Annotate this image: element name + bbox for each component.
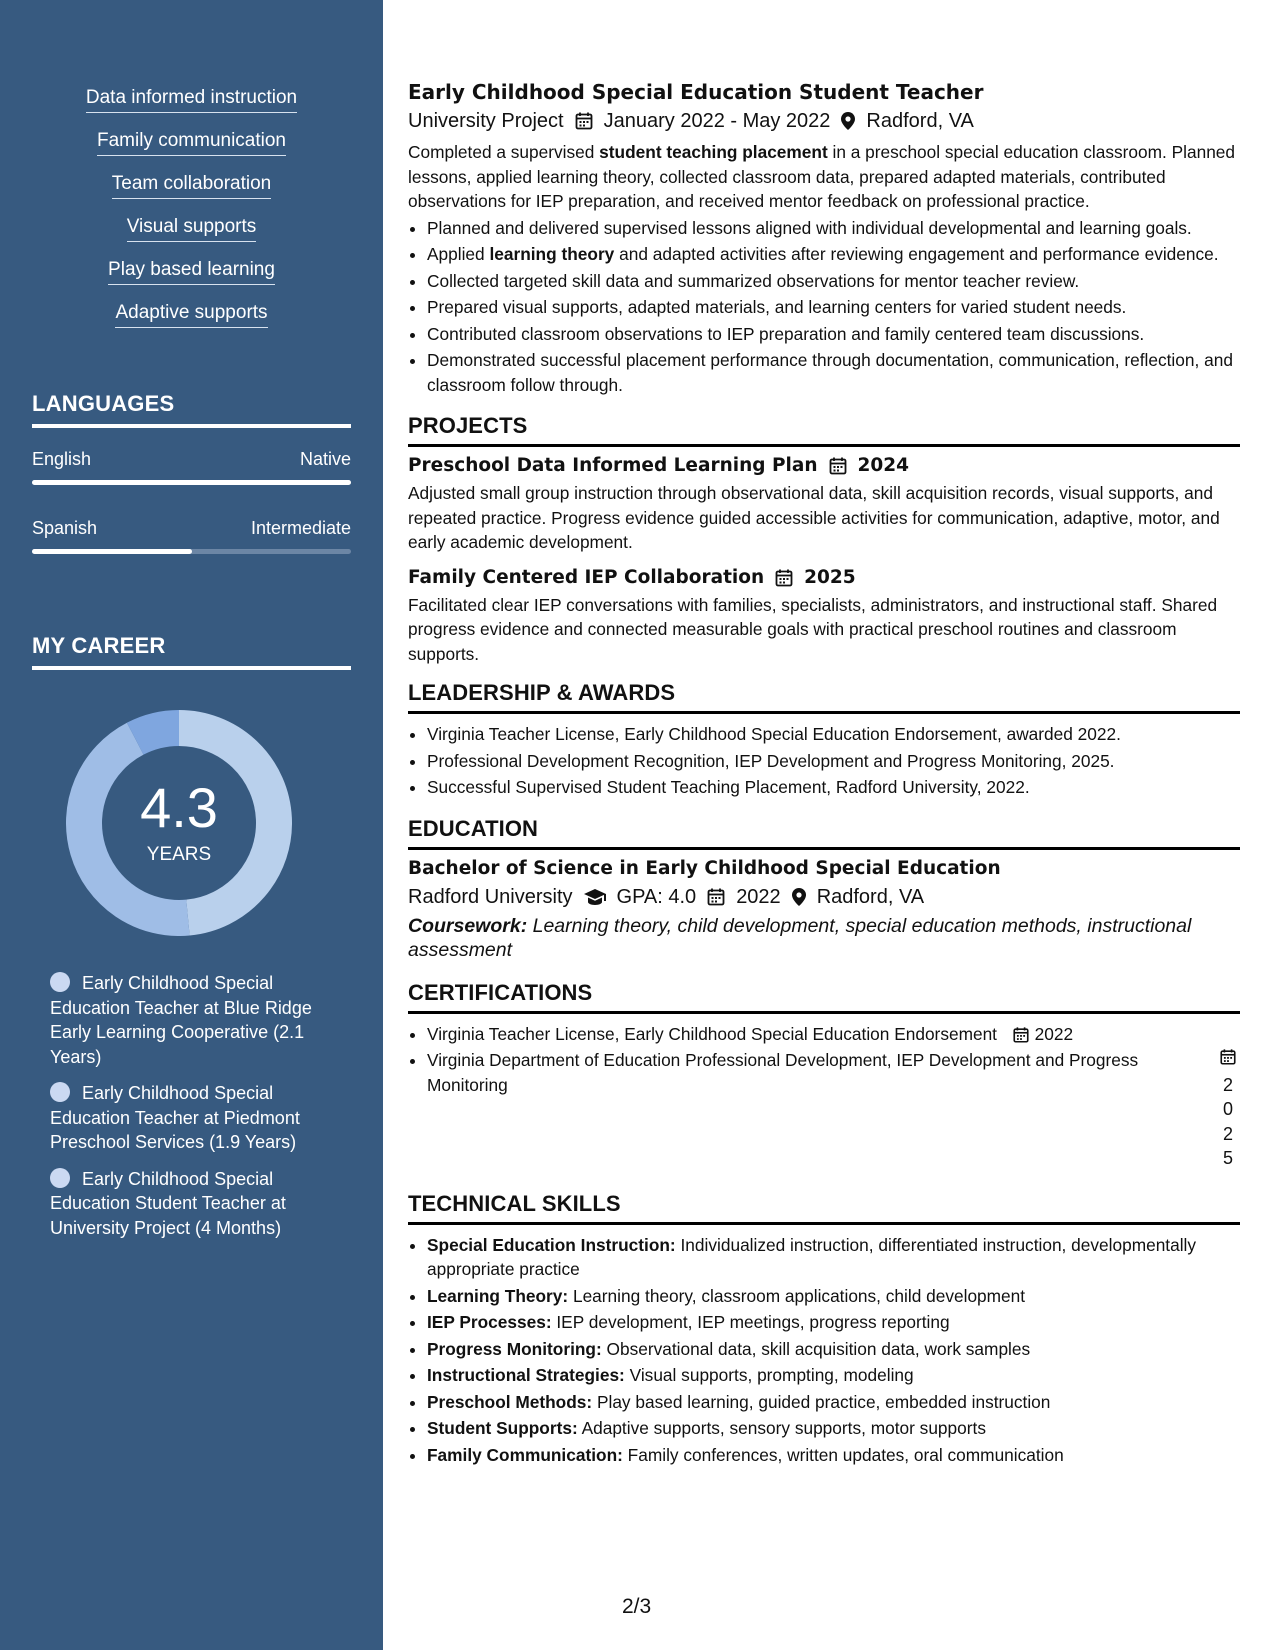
calendar-icon xyxy=(774,568,794,588)
calendar-icon xyxy=(574,111,594,131)
language-bar-fill xyxy=(32,549,192,554)
dot-icon xyxy=(50,972,70,992)
certification-year: 2025 xyxy=(1222,1074,1233,1168)
job-bullet: • Planned and delivered supervised lessons aligned with individual developmental and learning goals. xyxy=(427,216,1240,241)
dot-icon xyxy=(50,1082,70,1102)
project-entry xyxy=(408,565,1240,667)
project-title: Family Centered IEP Collaboration xyxy=(408,566,765,588)
page-number: 2/3 xyxy=(622,1595,652,1618)
project-desc: Adjusted small group instruction through observational data, skill acquisition records, visual supports, and repeated practice. Progress evidence guided accessible activities for communication, adaptive, motor, and early academic development. xyxy=(408,483,1220,552)
career-item xyxy=(50,1167,330,1241)
experience-entry xyxy=(408,78,1240,397)
language-level: Native xyxy=(299,449,351,469)
coursework: Coursework: Learning theory, child development, special education methods, instructional assessment xyxy=(408,914,1192,961)
school-location: Radford, VA xyxy=(816,885,925,908)
job-bullet: • Prepared visual supports, adapted materials, and learning centers for varied student needs. xyxy=(427,295,1240,320)
technical-skill-item: • Instructional Strategies: Visual supports, prompting, modeling xyxy=(427,1363,1240,1388)
graduation-cap-icon xyxy=(583,888,607,906)
leadership-list xyxy=(408,722,1240,800)
education-section xyxy=(408,816,1240,962)
certification-year-vertical xyxy=(1216,1048,1240,1171)
technical-skill-item: • Student Supports: Adaptive supports, sensory supports, motor supports xyxy=(427,1416,1240,1441)
technical-skill-item: • Family Communication: Family conferences, written updates, oral communication xyxy=(427,1443,1240,1468)
language-row xyxy=(32,449,351,470)
technical-skills-list xyxy=(408,1233,1240,1468)
language-bar-fill xyxy=(32,480,351,485)
leadership-item: • Successful Supervised Student Teaching Placement, Radford University, 2022. xyxy=(427,775,1240,800)
language-row xyxy=(32,518,351,539)
job-summary: Completed a supervised student teaching placement in a preschool special education classroom. Planned lessons, applied learning theory, collected classroom data, prepared adapted materials, contributed observations for IEP preparation, and received mentor feedback on professional practice. xyxy=(408,142,1236,211)
school-name: Radford University xyxy=(408,885,573,908)
certification-year: 2022 xyxy=(1034,1023,1074,1044)
career-total: 4.3 xyxy=(140,776,218,839)
language-name: Spanish xyxy=(32,518,98,538)
skill-tag: Play based learning xyxy=(108,258,275,285)
leadership-item: • Professional Development Recognition, IEP Development and Progress Monitoring, 2025. xyxy=(427,749,1240,774)
project-title: Preschool Data Informed Learning Plan xyxy=(408,455,818,476)
job-dates: January 2022 - May 2022 xyxy=(603,110,831,132)
certifications-section xyxy=(408,980,1240,1171)
project-title-row xyxy=(408,565,1240,591)
technical-skills-heading: TECHNICAL SKILLS xyxy=(408,1191,1240,1225)
project-title-row xyxy=(408,453,1240,479)
skill-tag: Visual supports xyxy=(127,215,257,242)
project-desc: Facilitated clear IEP conversations with families, specialists, administrators, and instructional staff. Shared progress evidence and connected measurable goals with practical preschool routines and classroom supports. xyxy=(408,594,1218,664)
technical-skill-item: • Progress Monitoring: Observational data, skill acquisition data, work samples xyxy=(427,1337,1240,1362)
sidebar xyxy=(0,0,383,1650)
skill-tag: Team collaboration xyxy=(112,172,271,199)
education-meta xyxy=(408,882,1240,912)
language-level: Intermediate xyxy=(250,518,351,538)
job-bullet: • Contributed classroom observations to IEP preparation and family centered team discussions. xyxy=(427,322,1240,347)
career-item xyxy=(50,971,330,1069)
technical-skill-item: • Special Education Instruction: Individualized instruction, differentiated instruction, developmentally appropriate practice xyxy=(427,1233,1240,1282)
project-year: 2024 xyxy=(857,455,909,476)
location-pin-icon xyxy=(840,111,856,131)
calendar-icon xyxy=(1012,1026,1030,1044)
skills-list xyxy=(0,86,383,344)
career-donut xyxy=(66,710,292,936)
job-bullet: • Demonstrated successful placement performance through documentation, communication, reflection, and classroom follow through. xyxy=(427,348,1240,397)
skill-tag: Adaptive supports xyxy=(115,301,267,328)
career-heading: MY CAREER xyxy=(32,633,351,670)
dot-icon xyxy=(50,1168,70,1188)
languages-heading: LANGUAGES xyxy=(32,391,351,428)
calendar-icon xyxy=(828,456,848,476)
career-unit: YEARS xyxy=(146,844,212,865)
technical-skill-item: • Preschool Methods: Play based learning, guided practice, embedded instruction xyxy=(427,1390,1240,1415)
leadership-heading: LEADERSHIP & AWARDS xyxy=(408,680,1240,714)
career-list xyxy=(50,971,330,1252)
job-meta xyxy=(408,106,1240,136)
gpa: GPA: 4.0 xyxy=(616,885,697,908)
skill-tag: Data informed instruction xyxy=(86,86,297,113)
skill-tag: Family communication xyxy=(97,129,286,156)
certifications-heading: CERTIFICATIONS xyxy=(408,980,1240,1014)
leadership-item: • Virginia Teacher License, Early Childhood Special Education Endorsement, awarded 2022. xyxy=(427,722,1240,747)
technical-skill-item: • Learning Theory: Learning theory, classroom applications, child development xyxy=(427,1284,1240,1309)
technical-skills-section xyxy=(408,1191,1240,1468)
job-bullet: • Applied learning theory and adapted activities after reviewing engagement and performance evidence. xyxy=(427,242,1240,267)
project-year: 2025 xyxy=(804,566,856,588)
language-bar xyxy=(32,549,351,554)
degree: Bachelor of Science in Early Childhood Special Education xyxy=(408,857,1001,879)
language-bar xyxy=(32,480,351,485)
language-name: English xyxy=(32,449,92,469)
main-content xyxy=(408,78,1240,1469)
certification-name: • Virginia Department of Education Professional Development, IEP Development and Progress Monitoring xyxy=(427,1050,1139,1095)
career-item-text: Early Childhood Special Education Teacher at Blue Ridge Early Learning Cooperative (2.1 Years) xyxy=(50,973,312,1067)
certification-item xyxy=(427,1048,1240,1171)
job-org: University Project xyxy=(408,110,564,132)
technical-skill-item: • IEP Processes: IEP development, IEP meetings, progress reporting xyxy=(427,1310,1240,1335)
career-item-text: Early Childhood Special Education Student Teacher at University Project (4 Months) xyxy=(50,1168,286,1238)
job-bullets xyxy=(408,216,1240,398)
certification-item: • Virginia Teacher License, Early Childhood Special Education Endorsement 2022 xyxy=(427,1022,1240,1047)
certifications-list xyxy=(408,1022,1240,1171)
career-item-text: Early Childhood Special Education Teacher at Piedmont Preschool Services (1.9 Years) xyxy=(50,1083,300,1152)
graduation-year: 2022 xyxy=(736,885,781,908)
job-bullet: • Collected targeted skill data and summarized observations for mentor teacher review. xyxy=(427,269,1240,294)
location-pin-icon xyxy=(791,887,807,907)
calendar-icon xyxy=(1219,1048,1237,1066)
education-heading: EDUCATION xyxy=(408,816,1240,850)
project-entry xyxy=(408,453,1240,555)
calendar-icon xyxy=(706,887,726,907)
career-item xyxy=(50,1081,330,1155)
job-location: Radford, VA xyxy=(866,110,974,132)
donut-segment xyxy=(135,728,179,739)
projects-section xyxy=(408,413,1240,666)
leadership-section xyxy=(408,680,1240,800)
job-title: Early Childhood Special Education Student Teacher xyxy=(408,80,984,104)
projects-heading: PROJECTS xyxy=(408,413,1240,447)
